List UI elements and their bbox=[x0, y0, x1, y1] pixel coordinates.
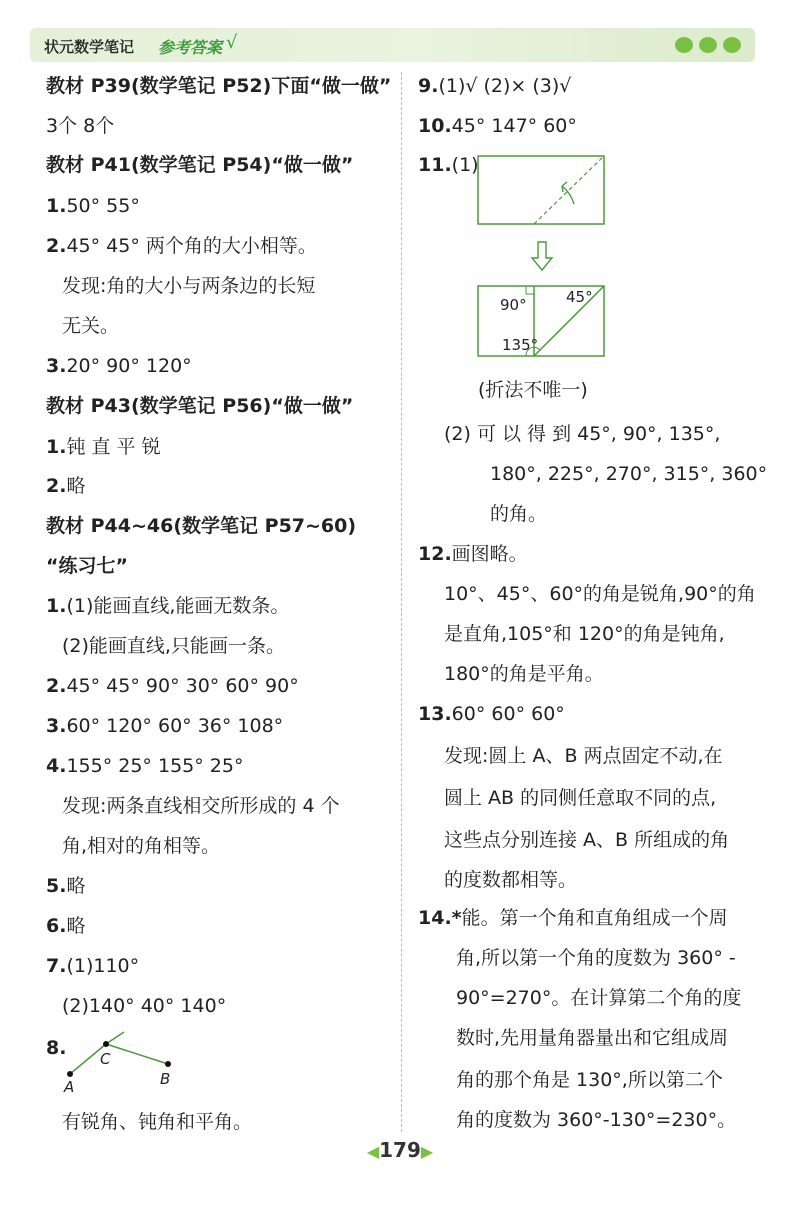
answer-line: 9.(1)√ (2)× (3)√ bbox=[418, 75, 572, 97]
finding-line: 无关。 bbox=[62, 315, 120, 337]
answer-line: 数时,先用量角器量出和它组成周 bbox=[456, 1027, 729, 1049]
label-135: 135° bbox=[502, 336, 539, 354]
answer-line: 4.155° 25° 155° 25° bbox=[46, 755, 244, 777]
dot-icon bbox=[699, 37, 717, 53]
section-title: “练习七” bbox=[46, 555, 128, 577]
question-number: 3. bbox=[46, 715, 67, 737]
right-angle-mark bbox=[526, 286, 534, 294]
answer-line: (2)能画直线,只能画一条。 bbox=[62, 635, 285, 657]
left-arrow-icon: ◀ bbox=[366, 1142, 380, 1161]
answer-line: 14.*能。第一个角和直角组成一个周 bbox=[418, 907, 728, 929]
finding-line: 发现:角的大小与两条边的长短 bbox=[62, 275, 316, 297]
finding-line: 的度数都相等。 bbox=[444, 869, 578, 891]
answer-line: (2)140° 40° 140° bbox=[62, 995, 227, 1017]
answer-line: 角,所以第一个角的度数为 360° - bbox=[456, 947, 736, 969]
section-title: 教材 P39(数学笔记 P52)下面“做一做” bbox=[46, 75, 392, 97]
question-number: 2. bbox=[46, 475, 67, 497]
question-number: 14.* bbox=[418, 907, 462, 929]
question-number: 1. bbox=[46, 195, 67, 217]
answer-line: 3.20° 90° 120° bbox=[46, 355, 192, 377]
question-number: 5. bbox=[46, 875, 67, 897]
right-arrow-icon: ▶ bbox=[420, 1142, 434, 1161]
question-number: 8. bbox=[46, 1037, 67, 1059]
ray-cb bbox=[106, 1044, 168, 1064]
label-90: 90° bbox=[500, 296, 527, 314]
answer-line: 6.略 bbox=[46, 915, 86, 937]
question-number: 2. bbox=[46, 235, 67, 257]
answer-line: 180°的角是平角。 bbox=[444, 663, 604, 685]
answer-line: 3个 8个 bbox=[46, 115, 115, 137]
dot-icon bbox=[675, 37, 693, 53]
folding-figure bbox=[470, 152, 620, 364]
angle-figure bbox=[56, 1030, 196, 1102]
question-number: 11. bbox=[418, 154, 452, 176]
question-number: 1. bbox=[46, 436, 67, 458]
section-title: 教材 P44~46(数学笔记 P57~60) bbox=[46, 515, 357, 537]
check-icon: √ bbox=[226, 32, 238, 53]
finding-line: 发现:圆上 A、B 两点固定不动,在 bbox=[444, 745, 723, 767]
column-divider bbox=[401, 72, 402, 1132]
ray-ext bbox=[106, 1032, 124, 1044]
finding-line: 发现:两条直线相交所形成的 4 个 bbox=[62, 795, 340, 817]
finding-line: 角,相对的角相等。 bbox=[62, 835, 221, 857]
question-number: 13. bbox=[418, 703, 452, 725]
label-45: 45° bbox=[566, 288, 593, 306]
question-number: 9. bbox=[418, 75, 439, 97]
label-c: C bbox=[100, 1050, 111, 1068]
answer-line: 1.钝 直 平 锐 bbox=[46, 436, 161, 458]
question-number: 7. bbox=[46, 955, 67, 977]
answer-line: 90°=270°。在计算第二个角的度 bbox=[456, 987, 742, 1009]
question-number: 1. bbox=[46, 595, 67, 617]
page-number: 179 bbox=[379, 1138, 421, 1162]
answer-line: 角的度数为 360°-130°=230°。 bbox=[456, 1109, 737, 1131]
answer-line: (2) 可 以 得 到 45°, 90°, 135°, bbox=[444, 423, 721, 445]
decorative-dots bbox=[675, 37, 741, 53]
finding-line: 圆上 AB 的同侧任意取不同的点, bbox=[444, 787, 717, 809]
answer-line: 11.(1) bbox=[418, 154, 479, 176]
answer-line: 13.60° 60° 60° bbox=[418, 703, 565, 725]
answer-line: 的角。 bbox=[490, 503, 548, 525]
answer-line: 12.画图略。 bbox=[418, 543, 528, 565]
answer-line: 2.略 bbox=[46, 475, 86, 497]
section-title: 教材 P41(数学笔记 P54)“做一做” bbox=[46, 154, 354, 176]
answer-line: 10.45° 147° 60° bbox=[418, 115, 577, 137]
answer-line: 180°, 225°, 270°, 315°, 360° bbox=[490, 463, 768, 485]
section-title: 教材 P43(数学笔记 P56)“做一做” bbox=[46, 395, 354, 417]
header-bar bbox=[30, 28, 755, 62]
down-arrow-icon bbox=[532, 242, 552, 270]
point-c bbox=[103, 1041, 109, 1047]
fold-line bbox=[534, 156, 604, 224]
answer-line: 角的那个角是 130°,所以第二个 bbox=[456, 1069, 723, 1091]
point-b bbox=[165, 1061, 171, 1067]
answer-line: 3.60° 120° 60° 36° 108° bbox=[46, 715, 284, 737]
question-number: 3. bbox=[46, 355, 67, 377]
answer-line: 2.45° 45° 两个角的大小相等。 bbox=[46, 235, 317, 257]
answer-line: 有锐角、钝角和平角。 bbox=[62, 1111, 253, 1133]
answer-line: 7.(1)110° bbox=[46, 955, 140, 977]
finding-line: 这些点分别连接 A、B 所组成的角 bbox=[444, 829, 730, 851]
question-number: 10. bbox=[418, 115, 452, 137]
label-a: A bbox=[64, 1078, 75, 1096]
note-line: (折法不唯一) bbox=[478, 379, 588, 401]
answer-line: 10°、45°、60°的角是锐角,90°的角 bbox=[444, 583, 756, 605]
question-number: 12. bbox=[418, 543, 452, 565]
fold-arrow-icon bbox=[562, 186, 574, 204]
answer-line: 是直角,105°和 120°的角是钝角, bbox=[444, 623, 725, 645]
answer-line: 1.50° 55° bbox=[46, 195, 140, 217]
answer-line: 5.略 bbox=[46, 875, 86, 897]
question-number: 4. bbox=[46, 755, 67, 777]
dot-icon bbox=[723, 37, 741, 53]
paper-rect bbox=[478, 156, 604, 224]
answer-line: 1.(1)能画直线,能画无数条。 bbox=[46, 595, 290, 617]
page-footer bbox=[355, 1138, 445, 1162]
label-b: B bbox=[160, 1070, 171, 1088]
answer-line: 2.45° 45° 90° 30° 60° 90° bbox=[46, 675, 299, 697]
question-number: 6. bbox=[46, 915, 67, 937]
question-number: 2. bbox=[46, 675, 67, 697]
point-a bbox=[67, 1071, 73, 1077]
book-title: 状元数学笔记 bbox=[44, 38, 135, 56]
answer-label: 参考答案 bbox=[158, 38, 223, 57]
